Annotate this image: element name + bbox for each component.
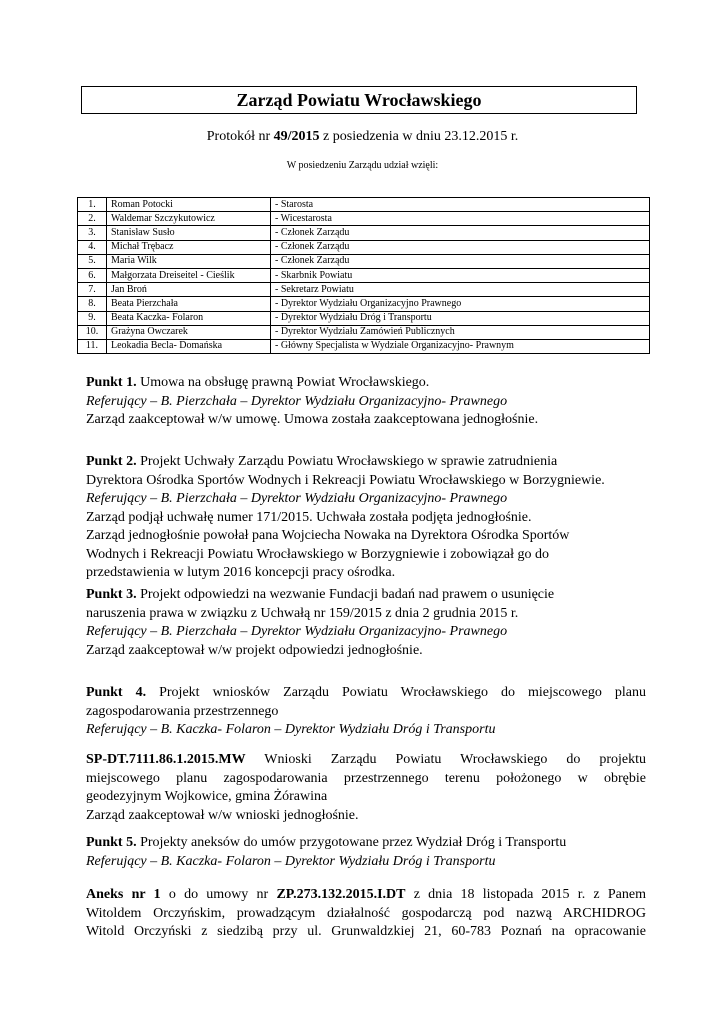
punkt-5-referent: Referujący – B. Kaczka- Folaron – Dyrektor Wydziału Dróg i Transportu (86, 853, 496, 869)
spdt-decision: Zarząd zaakceptował w/w wnioski jednogłośnie. (86, 807, 359, 823)
attendee-row (78, 198, 650, 212)
protocol-number: 49/2015 (273, 129, 320, 144)
punkt-5-label: Punkt 5. (86, 835, 137, 850)
aneks-line-2: Witoldem Orczyńskim, prowadzącym działalność gospodarczą pod nazwą ARCHIDROG (86, 905, 646, 921)
punkt-1-section (86, 374, 646, 430)
punkt-5-title: Projekty aneksów do umów przygotowane przez Wydział Dróg i Transportu (136, 835, 567, 850)
attendee-name: Waldemar Szczykutowicz (107, 212, 271, 226)
attendee-role: - Główny Specjalista w Wydziale Organizacyjno- Prawnym (271, 339, 650, 353)
punkt-4-title-cont: zagospodarowania przestrzennego (86, 703, 279, 719)
attendees-table (77, 197, 650, 354)
punkt-2-title: Projekt Uchwały Zarządu Powiatu Wrocławskiego w sprawie zatrudnienia (136, 454, 558, 469)
aneks-contract-number: ZP.273.132.2015.I.DT (276, 887, 406, 902)
attendee-role: - Sekretarz Powiatu (271, 283, 650, 297)
attendee-role: - Członek Zarządu (271, 240, 650, 254)
attendee-number: 5. (78, 254, 107, 268)
attendee-row (78, 311, 650, 325)
attendee-row (78, 268, 650, 282)
attendee-row (78, 297, 650, 311)
attendee-number: 4. (78, 240, 107, 254)
punkt-1-title: Umowa na obsługę prawną Powiat Wrocławskiego. (136, 375, 430, 390)
punkt-4-section (86, 684, 646, 740)
attendee-row (78, 226, 650, 240)
attendee-number: 11. (78, 339, 107, 353)
punkt-2-line-4: przedstawienia w lutym 2016 koncepcji pracy ośrodka. (86, 565, 396, 580)
punkt-4-title: Projekt wniosków Zarządu Powiatu Wrocławskiego do miejscowego planu (146, 685, 646, 700)
attendee-name: Jan Broń (107, 283, 271, 297)
punkt-1-decision: Zarząd zaakceptował w/w umowę. Umowa została zaakceptowana jednogłośnie. (86, 412, 539, 427)
attendee-row (78, 325, 650, 339)
punkt-1-referent: Referujący – B. Pierzchała – Dyrektor Wydziału Organizacyjno- Prawnego (86, 393, 508, 409)
punkt-4-referent: Referujący – B. Kaczka- Folaron – Dyrektor Wydziału Dróg i Transportu (86, 722, 496, 737)
attendee-number: 1. (78, 198, 107, 212)
spdt-section (86, 751, 646, 825)
attendee-role: - Dyrektor Wydziału Dróg i Transportu (271, 311, 650, 325)
attendee-row (78, 339, 650, 353)
punkt-3-title: Projekt odpowiedzi na wezwanie Fundacji badań nad prawem o usunięcie (136, 587, 555, 602)
punkt-2-section (86, 453, 646, 583)
spdt-line-3: geodezyjnym Wojkowice, gmina Żórawina (86, 789, 328, 804)
attendee-name: Michał Trębacz (107, 240, 271, 254)
attendee-row (78, 212, 650, 226)
punkt-1-label: Punkt 1. (86, 375, 137, 390)
attendee-number: 8. (78, 297, 107, 311)
attendee-role: - Członek Zarządu (271, 254, 650, 268)
attendee-name: Leokadia Becla- Domańska (107, 339, 271, 353)
punkt-2-title-cont: Dyrektora Ośrodka Sportów Wodnych i Rekreacji Powiatu Wrocławskiego w Borzygniewie. (86, 472, 605, 488)
punkt-3-referent: Referujący – B. Pierzchała – Dyrektor Wydziału Organizacyjno- Prawnego (86, 624, 508, 639)
spdt-title: Wnioski Zarządu Powiatu Wrocławskiego do projektu (245, 752, 646, 767)
attendee-role: - Dyrektor Wydziału Zamówień Publicznych (271, 325, 650, 339)
attendee-number: 3. (78, 226, 107, 240)
attendee-name: Grażyna Owczarek (107, 325, 271, 339)
attendee-number: 9. (78, 311, 107, 325)
protocol-line: Protokół nr 49/2015 z posiedzenia w dniu 23.12.2015 r. (206, 129, 519, 144)
attendee-name: Małgorzata Dreiseitel - Cieślik (107, 268, 271, 282)
punkt-5-section (86, 834, 646, 871)
aneks-line-3: Witold Orczyński z siedzibą przy ul. Grunwaldzkiej 21, 60-783 Poznań na opracowanie (86, 924, 646, 939)
punkt-4-label: Punkt 4. (86, 685, 147, 700)
attendee-name: Beata Kaczka- Folaron (107, 311, 271, 325)
punkt-2-line-1: Zarząd podjął uchwałę numer 171/2015. Uchwała została podjęta jednogłośnie. (86, 509, 532, 525)
punkt-2-line-3: Wodnych i Rekreacji Powiatu Wrocławskiego w Borzygniewie i zobowiązał go do (86, 546, 550, 562)
punkt-3-title-cont: naruszenia prawa w związku z Uchwałą nr 159/2015 z dnia 2 grudnia 2015 r. (86, 605, 519, 621)
attendee-row (78, 283, 650, 297)
punkt-2-referent: Referujący – B. Pierzchała – Dyrektor Wydziału Organizacyjno- Prawnego (86, 491, 508, 506)
attendee-row (78, 240, 650, 254)
attendee-name: Beata Pierzchała (107, 297, 271, 311)
aneks-label: Aneks nr 1 (86, 887, 161, 902)
punkt-3-decision: Zarząd zaakceptował w/w projekt odpowiedzi jednogłośnie. (86, 642, 423, 658)
attendee-name: Stanisław Susło (107, 226, 271, 240)
attendee-role: - Wicestarosta (271, 212, 650, 226)
attendee-number: 7. (78, 283, 107, 297)
punkt-3-section (86, 586, 646, 660)
attendee-role: - Skarbnik Powiatu (271, 268, 650, 282)
attendee-role: - Starosta (271, 198, 650, 212)
attendee-role: - Dyrektor Wydziału Organizacyjno Prawnego (271, 297, 650, 311)
punkt-2-label: Punkt 2. (86, 454, 137, 469)
spdt-code: SP-DT.7111.86.1.2015.MW (86, 752, 246, 767)
attendee-name: Roman Potocki (107, 198, 271, 212)
document-title: Zarząd Powiatu Wrocławskiego (81, 86, 637, 114)
punkt-2-line-2: Zarząd jednogłośnie powołał pana Wojciecha Nowaka na Dyrektora Ośrodka Sportów (86, 528, 570, 543)
spdt-line-2: miejscowego planu zagospodarowania przestrzennego terenu położonego w obrębie (86, 770, 646, 786)
attendee-number: 6. (78, 268, 107, 282)
attendee-number: 10. (78, 325, 107, 339)
attendee-number: 2. (78, 212, 107, 226)
punkt-3-label: Punkt 3. (86, 587, 137, 602)
attendance-intro: W posiedzeniu Zarządu udział wzięli: (286, 160, 439, 171)
aneks-section: Aneks nr 1 o do umowy nr ZP.273.132.2015.I.DT z dnia 18 listopada 2015 r. z Panem Witoldem Orczyńskim, prowadzącym działalność gospodarczą pod nazwą ARCHIDROG Witold Orczyński z siedzibą przy ul. Grunwaldzkiej 21, 60-783 Poznań na opracowanie (86, 886, 646, 942)
attendee-role: - Członek Zarządu (271, 226, 650, 240)
attendee-name: Maria Wilk (107, 254, 271, 268)
attendee-row (78, 254, 650, 268)
